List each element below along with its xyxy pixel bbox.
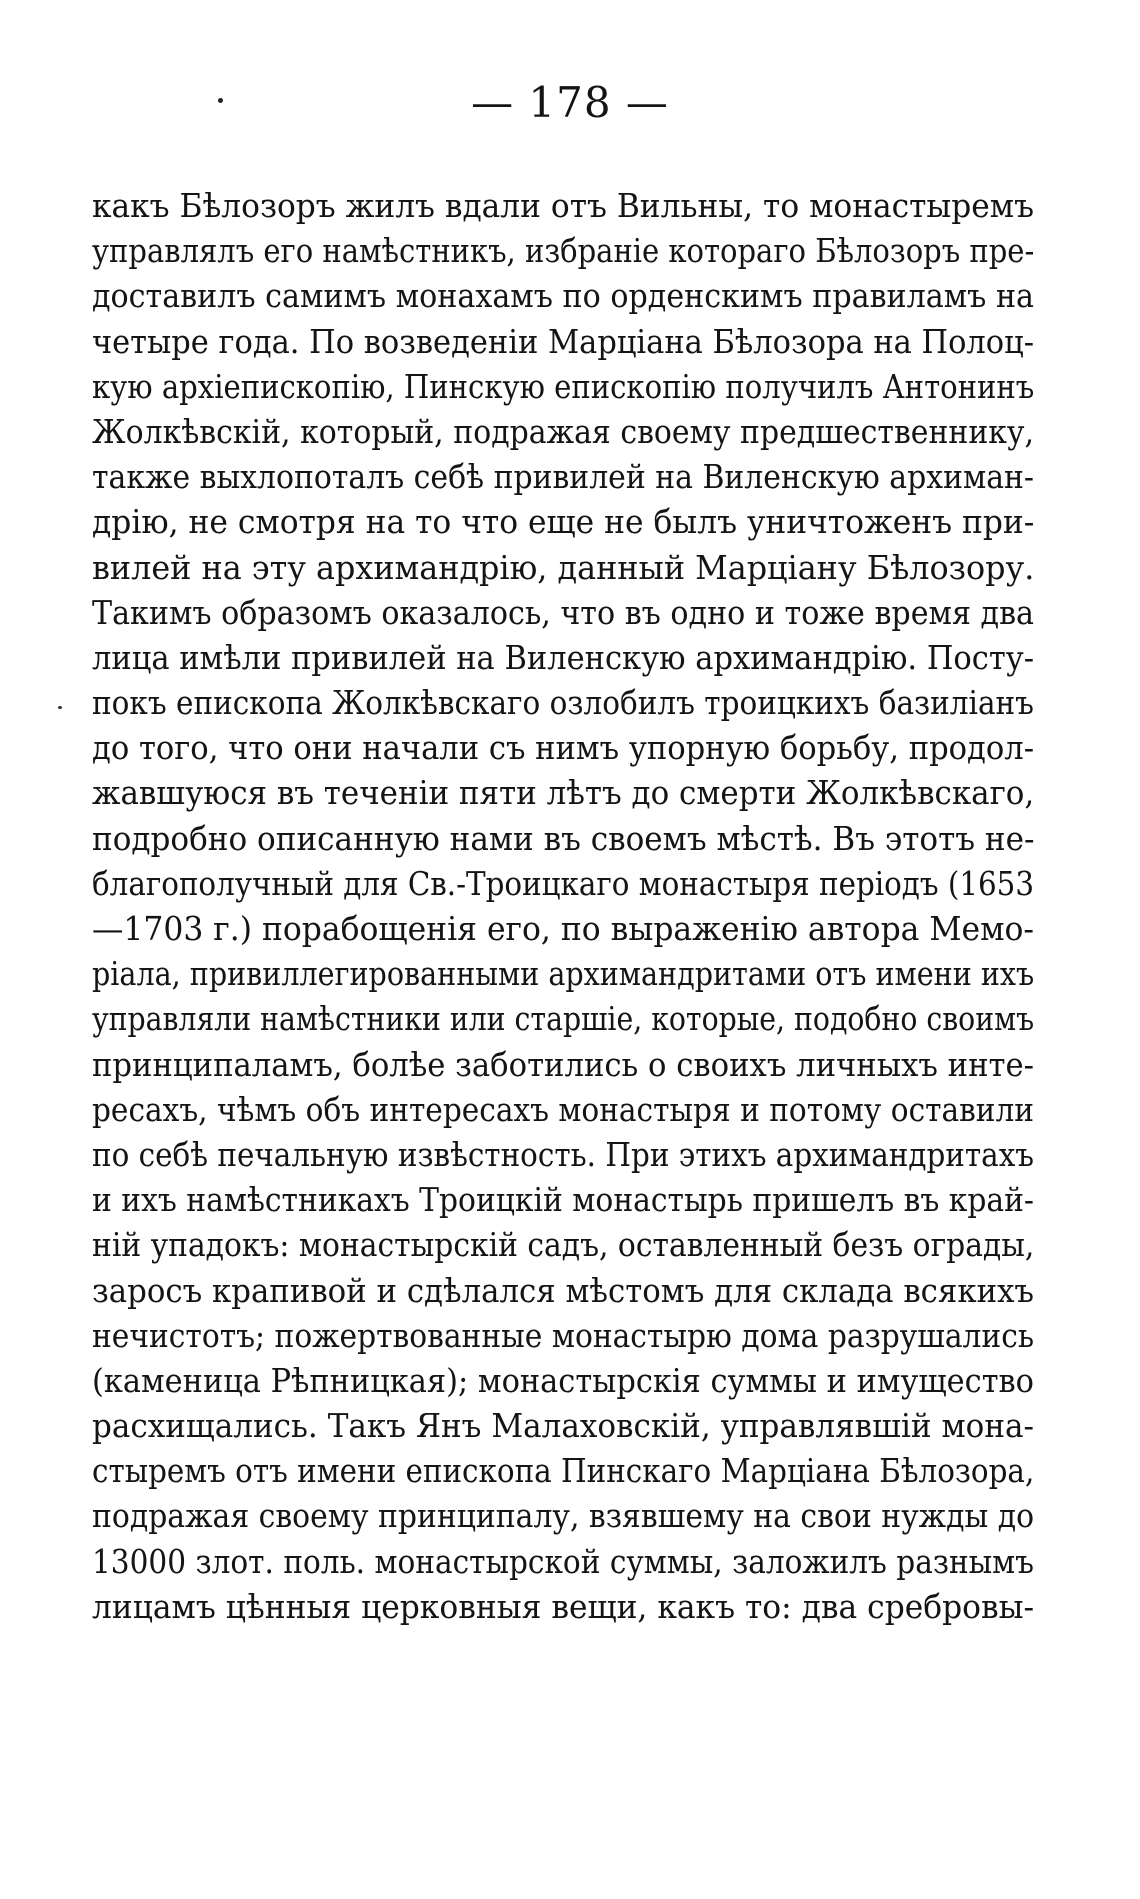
text-line: также выхлопоталъ себѣ привилей на Виленскую архиман- — [92, 457, 1035, 497]
text-line: ній упадокъ: монастырскій садъ, оставленный безъ ограды, — [92, 1225, 1035, 1265]
text-line: 13000 злот. поль. монастырской суммы, заложилъ разнымъ — [92, 1541, 1034, 1581]
text-line: лица имѣли привилей на Виленскую архимандрію. Посту- — [92, 637, 1035, 677]
text-line: жавшуюся въ теченіи пяти лѣтъ до смерти Жолкѣвскаго, — [92, 773, 1035, 813]
margin-speck — [58, 706, 62, 709]
text-line: до того, что они начали съ нимъ упорную борьбу, продол- — [92, 728, 1035, 768]
text-line: подражая своему принципалу, взявшему на свои нужды до — [92, 1496, 1035, 1536]
text-line: ресахъ, чѣмъ объ интересахъ монастыря и потому оставили — [92, 1089, 1035, 1129]
text-line: вилей на эту архимандрію, данный Марціану Бѣлозору. — [92, 547, 1035, 587]
text-line: заросъ крапивой и сдѣлался мѣстомъ для склада всякихъ — [92, 1270, 1035, 1310]
text-line: расхищались. Такъ Янъ Малаховскій, управлявшій мона- — [92, 1406, 1034, 1446]
text-line: —1703 г.) порабощенія его, по выраженію автора Мемо- — [92, 909, 1035, 948]
text-line: по себѣ печальную извѣстность. При этихъ архимандритахъ — [92, 1134, 1034, 1174]
text-line: кую архіепископію, Пинскую епископію получилъ Антонинъ — [92, 366, 1035, 406]
text-line: управлялъ его намѣстникъ, избраніе котораго Бѣлозоръ пре- — [92, 231, 1035, 271]
text-line: дрію, не смотря на то что еще не былъ уничтоженъ при- — [92, 502, 1035, 542]
text-line: нечистотъ; пожертвованные монастырю дома разрушались — [92, 1315, 1034, 1355]
text-line: ріала, привиллегированными архимандритами отъ имени ихъ — [92, 954, 1035, 994]
text-line: и ихъ намѣстникахъ Троицкій монастырь пришелъ въ край- — [92, 1180, 1034, 1220]
text-line: принципаламъ, болѣе заботились о своихъ личныхъ инте- — [92, 1044, 1035, 1084]
text-line: доставилъ самимъ монахамъ по орденскимъ правиламъ на — [92, 276, 1035, 316]
text-line: лицамъ цѣнныя церковныя вещи, какъ то: два сребровы- — [92, 1586, 1035, 1626]
page-number: — 178 — — [471, 78, 669, 127]
text-line: подробно описанную нами въ своемъ мѣстѣ. Въ этотъ не- — [92, 818, 1035, 858]
text-line: четыре года. По возведеніи Марціана Бѣлозора на Полоц- — [92, 321, 1035, 361]
text-line: (каменица Рѣпницкая); монастырскія суммы и имущество — [92, 1360, 1034, 1400]
text-line: Жолкѣвскій, который, подражая своему предшественнику, — [92, 411, 1035, 451]
text-line: какъ Бѣлозоръ жилъ вдали отъ Вильны, то монастыремъ — [92, 186, 1034, 225]
body-text — [92, 183, 1034, 1629]
text-line: стыремъ отъ имени епископа Пинскаго Марціана Бѣлозора, — [92, 1451, 1035, 1491]
text-line: управляли намѣстники или старшіе, которые, подобно своимъ — [92, 999, 1035, 1039]
text-line: Такимъ образомъ оказалось, что въ одно и тоже время два — [92, 592, 1035, 632]
text-line: благополучный для Св.-Троицкаго монастыря періодъ (1653 — [92, 863, 1035, 903]
text-line: покъ епископа Жолкѣвскаго озлобилъ троицкихъ базиліанъ — [92, 683, 1034, 723]
